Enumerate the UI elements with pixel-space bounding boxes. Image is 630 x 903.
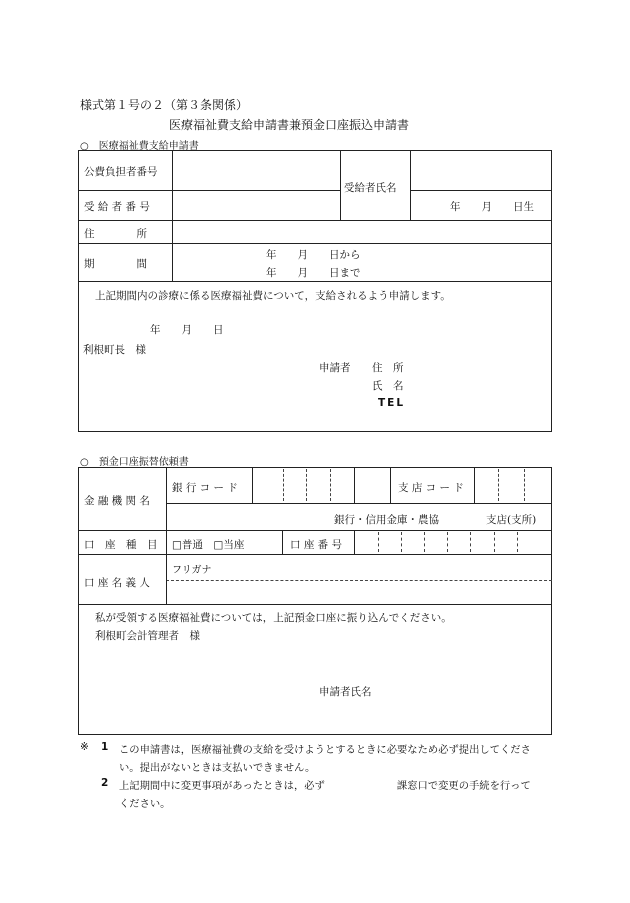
bank-code-field[interactable] (254, 469, 353, 501)
account-no-field[interactable] (356, 532, 550, 552)
applicant-label: 申請者 (319, 362, 351, 374)
form-number: 様式第１号の２（第３条関係） (80, 98, 249, 112)
addressee-treasurer: 利根町会計管理者 様 (95, 630, 200, 642)
birth-date: 年 月 日生 (450, 201, 534, 213)
branch-code-field[interactable] (476, 469, 550, 501)
period-to: 年 月 日まで (266, 267, 361, 279)
note-2-number: 2 (101, 777, 109, 789)
address-label: 住 所 (84, 228, 147, 240)
note-2-line-2: ください。 (119, 798, 171, 810)
section2-heading: ○ 預金口座振替依頼書 (80, 457, 189, 468)
furigana-label: フリガナ (172, 565, 212, 576)
public-payer-no-label: 公費負担者番号 (84, 166, 158, 178)
address-field[interactable] (174, 222, 550, 242)
account-no-label: 口 座 番 号 (290, 539, 343, 551)
recipient-no-field[interactable] (174, 192, 338, 219)
bank-name-field[interactable] (168, 505, 328, 529)
public-payer-no-field[interactable] (174, 153, 338, 189)
bank-types: 銀行・信用金庫・農協 (334, 514, 439, 526)
bank-code-label: 銀 行 コ ー ド (172, 482, 238, 494)
branch-suffix: 支店(支所) (486, 514, 537, 526)
account-holder-field[interactable] (168, 583, 550, 603)
period-from: 年 月 日から (266, 249, 361, 261)
bank-name-label: 金 融 機 関 名 (84, 495, 150, 507)
recipient-no-label: 受 給 者 番 号 (84, 201, 150, 213)
applicant-name-label: 氏 名 (372, 380, 404, 392)
section1-heading: ○ 医療福祉費支給申請書 (80, 141, 199, 152)
applicant-tel-label: TEL (378, 397, 406, 409)
addressee-mayor: 利根町長 様 (83, 344, 146, 356)
note-mark: ※ (80, 741, 89, 753)
account-type-options[interactable]: □普通 □当座 (172, 539, 245, 551)
applicant-address-label: 住 所 (372, 362, 404, 374)
account-holder-label: 口 座 名 義 人 (84, 577, 150, 589)
account-type-label: 口 座 種 目 (84, 539, 158, 551)
applicant-signature-label: 申請者氏名 (319, 686, 372, 698)
application-date: 年 月 日 (150, 324, 224, 336)
note-1-line-2: い。提出がないときは支払いできません。 (119, 762, 316, 774)
period-label: 期 間 (84, 258, 147, 270)
note-1-number: 1 (101, 741, 109, 753)
branch-code-label: 支 店 コ ー ド (398, 482, 464, 494)
note-2-line-1: 上記期間中に変更事項があったときは，必ず 課窓口で変更の手続を行って (119, 780, 531, 792)
form-title: 医療福祉費支給申請書兼預金口座振込申請書 (169, 118, 410, 132)
transfer-statement: 私が受領する医療福祉費については，上記預金口座に振り込んでください。 (95, 612, 452, 624)
application-statement: 上記期間内の診療に係る医療福祉費について，支給されるよう申請します。 (95, 290, 451, 302)
recipient-name-label: 受給者氏名 (344, 182, 397, 194)
note-1-line-1: この申請書は，医療福祉費の支給を受けようとするときに必要なため必ず提出してくださ (119, 744, 531, 756)
